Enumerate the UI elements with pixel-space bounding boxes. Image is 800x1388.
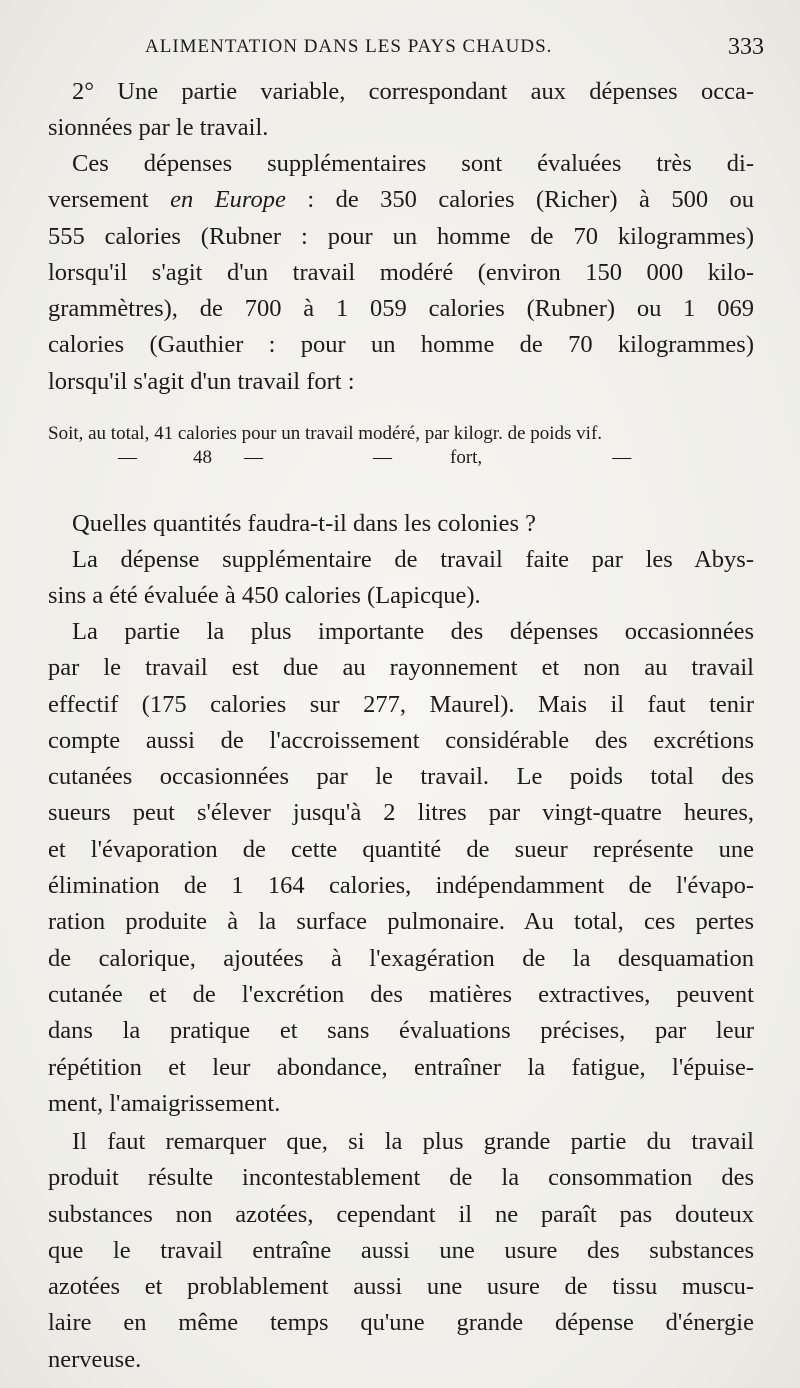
summary-row-strong [48, 446, 754, 470]
text-line: ment, l'amaigrissement. [48, 1089, 281, 1117]
ditto-dash: — [244, 447, 263, 468]
ditto-dash: — [118, 447, 137, 468]
text-line: dans la pratique et sans évaluations précises, par leur [48, 1017, 754, 1045]
text-line: sionnées par le travail. [48, 114, 269, 142]
text-line: 555 calories (Rubner : pour un homme de 70 kilogrammes) [48, 222, 754, 250]
summary-value: 48 [193, 447, 212, 468]
text-line: substances non azotées, cependant il ne paraît pas douteux [48, 1200, 754, 1228]
text-line: par le travail est due au rayonnement et non au travail [48, 654, 754, 682]
text-line: sins a été évaluée à 450 calories (Lapicque). [48, 582, 481, 610]
paragraph-question [48, 506, 754, 542]
ditto-dash: — [373, 447, 392, 468]
text-line: cutanées occasionnées par le travail. Le poids total des [48, 763, 754, 791]
paragraph-radiation [48, 614, 754, 1122]
text-line: laire en même temps qu'une grande dépense d'énergie [48, 1309, 754, 1337]
text-line: sueurs peut s'élever jusqu'à 2 litres par vingt-quatre heures, [48, 799, 754, 827]
text-line: lorsqu'il s'agit d'un travail modéré (environ 150 000 kilo- [48, 258, 754, 286]
ditto-dash: — [612, 447, 632, 468]
text-line: ration produite à la surface pulmonaire. Au total, ces pertes [48, 908, 754, 936]
text-line: effectif (175 calories sur 277, Maurel). Mais il faut tenir [48, 690, 754, 718]
text-line: élimination de 1 164 calories, indépendamment de l'évapo- [48, 872, 754, 900]
text-line: 2° Une partie variable, correspondant aux dépenses occa- [72, 78, 754, 105]
running-title: ALIMENTATION DANS LES PAYS CHAUDS. [145, 36, 553, 57]
text-line: azotées et problablement aussi une usure de tissu muscu- [48, 1273, 754, 1301]
paragraph-europe-expenses [48, 146, 754, 400]
text-line: calories (Gauthier : pour un homme de 70 kilogrammes) [48, 331, 754, 359]
text-line: La dépense supplémentaire de travail faite par les Abys- [72, 546, 754, 573]
text-line: cutanée et de l'excrétion des matières extractives, peuvent [48, 980, 754, 1008]
page-number: 333 [728, 34, 764, 60]
calorie-summary [48, 422, 754, 470]
paragraph-abyssinians [48, 542, 754, 615]
text-line: et l'évaporation de cette quantité de sueur représente une [48, 835, 754, 863]
text-line: lorsqu'il s'agit d'un travail fort : [48, 367, 355, 395]
text-line: La partie la plus importante des dépenses occasionnées [72, 618, 754, 645]
emphasis-europe: en Europe [170, 186, 286, 214]
text-line: nerveuse. [48, 1345, 142, 1373]
text-line: produit résulte incontestablement de la consommation des [48, 1164, 754, 1192]
paragraph-nitrogen [48, 1124, 754, 1378]
page-header [145, 36, 764, 70]
summary-label: fort, [450, 447, 483, 468]
text-line: Il faut remarquer que, si la plus grande partie du travail [72, 1128, 754, 1155]
text-line: grammètres), de 700 à 1 059 calories (Rubner) ou 1 069 [48, 295, 754, 323]
text-line: Quelles quantités faudra-t-il dans les colonies ? [72, 510, 536, 537]
text-line: répétition et leur abondance, entraîner la fatigue, l'épuise- [48, 1053, 754, 1081]
text-line: que le travail entraîne aussi une usure des substances [48, 1236, 754, 1264]
text-line: versement en Europe : de 350 calories (Richer) à 500 ou [48, 186, 755, 214]
text-line: Ces dépenses supplémentaires sont évaluées très di- [72, 150, 754, 177]
paragraph-variable-part [48, 74, 754, 147]
summary-row-moderate: Soit, au total, 41 calories pour un travail modéré, par kilogr. de poids vif. [48, 423, 603, 444]
text-line: de calorique, ajoutées à l'exagération de la desquamation [48, 944, 754, 972]
text-line: compte aussi de l'accroissement considérable des excrétions [48, 726, 754, 754]
